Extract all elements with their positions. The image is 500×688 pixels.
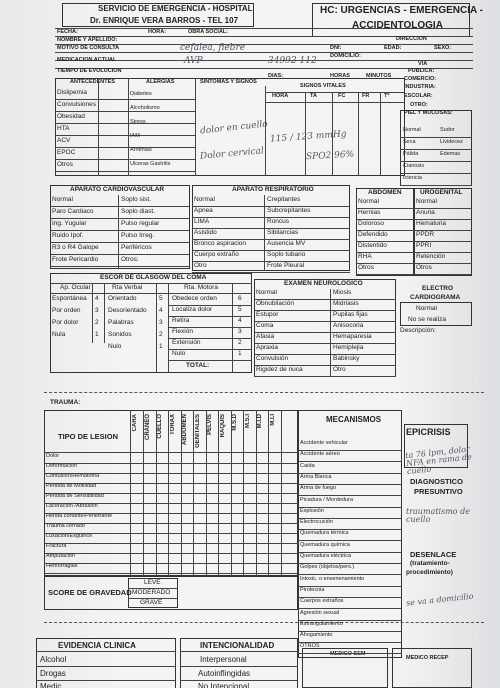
trauma-row: Dolor xyxy=(46,453,60,459)
piel-item: Seca xyxy=(403,139,416,145)
piel-item: Ictericia xyxy=(403,175,422,181)
rule-line xyxy=(168,360,252,361)
ecg-normal: Normal xyxy=(416,305,437,312)
mecanismo-item: Quemadura térmica xyxy=(300,530,349,537)
signos-vitales-title: SIGNOS VITALES xyxy=(300,83,346,89)
rule-line xyxy=(44,573,298,574)
rule-line xyxy=(55,171,195,172)
vital-col: HORA xyxy=(272,93,289,99)
glasgow-total: TOTAL: xyxy=(186,362,210,369)
resp-item: Ausencia MV xyxy=(267,240,306,247)
resp-title: APARATO RESPIRATORIO xyxy=(232,186,314,193)
glasgow-score: 4 xyxy=(159,307,163,314)
glasgow-score: 2 xyxy=(238,339,242,346)
abdomen-item: Otros xyxy=(358,264,374,271)
cardio-item: Ing. Yugular xyxy=(52,220,87,227)
hw-vitals-2: SPO2 96% xyxy=(305,149,355,163)
trauma-row: Fractura xyxy=(46,543,67,549)
urogenital-item: Normal xyxy=(416,198,437,205)
rule-line xyxy=(356,274,472,275)
trauma-col-head: ABDOMEN xyxy=(182,414,188,445)
cardio-item: Normal xyxy=(52,196,73,203)
intencional-no-intencional: No Intencional xyxy=(198,682,250,688)
dias-label: DIAS: xyxy=(268,73,283,79)
glasgow-score: 3 xyxy=(159,319,163,326)
trauma-row: Amputación xyxy=(46,553,76,559)
accidentologia-title: ACCIDENTOLOGIA xyxy=(352,20,443,31)
antecedentes-title: ANTECEDENTES xyxy=(70,79,115,85)
rule-line xyxy=(356,252,472,253)
hw-epicrisis: ta 76 lpm, dolor NFA en rama de cuello xyxy=(404,444,473,477)
otro-label: OTRO: xyxy=(410,102,428,108)
cardio-item: Periféricos xyxy=(121,244,152,251)
rule-line xyxy=(50,266,190,267)
tipo-lesion-title: TIPO DE LESION xyxy=(58,432,119,441)
glasgow-score: 3 xyxy=(238,328,242,335)
gravedad-title: SCORE DE GRAVEDAD xyxy=(48,588,132,597)
rule-line xyxy=(265,92,405,93)
rule-line xyxy=(44,452,298,453)
rule-line xyxy=(50,218,190,219)
glasgow-score: 4 xyxy=(238,317,242,324)
hora-label: HORA: xyxy=(148,29,167,35)
glasgow-ocular: Por dolor xyxy=(52,319,79,326)
glasgow-verbal: Desorientado xyxy=(108,307,147,314)
mecanismo-item: Electrocución xyxy=(300,519,334,526)
trauma-row: Deformacion xyxy=(46,463,78,469)
medico-recep-box xyxy=(392,648,472,688)
rule-line xyxy=(55,99,195,100)
trauma-col-head: CARA xyxy=(132,414,138,432)
mecanismo-item: Quemadura eléctrica xyxy=(300,553,352,559)
trauma-row: Luxación/Esguince xyxy=(46,533,93,539)
publica-label: PUBLICA: xyxy=(408,68,435,74)
glasgow-motora: Nulo xyxy=(172,350,186,357)
rule-line xyxy=(44,463,298,464)
neuro-item: Rigidez de nuca xyxy=(256,366,303,373)
sexo-label: SEXO: xyxy=(434,45,452,51)
glasgow-score: 1 xyxy=(95,331,99,338)
vital-col: FC xyxy=(338,93,346,99)
evidencia-title: EVIDENCIA CLINICA xyxy=(58,641,136,650)
antecedente-item: Obesidad xyxy=(57,113,85,120)
mecanismo-item: Ahogamiento xyxy=(300,632,333,639)
mecanismo-item: Estrangulamiento xyxy=(300,620,343,627)
hw-medicacion: AVP xyxy=(184,56,203,66)
gravedad-grave: GRAVE xyxy=(140,599,163,606)
rule-line xyxy=(50,254,190,255)
glasgow-title: ESCOR DE GLASGOW DEL COMA xyxy=(100,274,207,281)
comercio-label: COMERCIO: xyxy=(404,76,437,82)
glasgow-score: 1 xyxy=(238,350,242,357)
glasgow-motora: Extensión xyxy=(172,339,201,346)
via-label: VIA xyxy=(418,61,428,67)
trauma-col-head: CUELLO xyxy=(157,414,163,439)
resp-item: Bronco aspiracion xyxy=(194,240,247,247)
cardio-item: Soplo sist. xyxy=(121,196,151,203)
rule-line xyxy=(254,321,396,322)
cardio-title: APARATO CARDIOVASCULAR xyxy=(70,186,165,193)
alergia-item: IAM xyxy=(130,133,140,139)
rule-line xyxy=(44,543,298,544)
resp-item: Apnea xyxy=(194,207,213,214)
glasgow-score: 3 xyxy=(95,307,99,314)
rule-line xyxy=(50,293,252,294)
rule-line xyxy=(44,553,298,554)
glasgow-ocular: Espontánea xyxy=(52,295,87,302)
trauma-col-head: PELVIS xyxy=(207,414,213,435)
rule-line xyxy=(254,332,396,333)
glasgow-header: Rta Verbal xyxy=(112,284,143,291)
trauma-col-head: M.I.D xyxy=(257,414,263,429)
ecg-title-1: ELECTRO xyxy=(422,285,454,292)
hw-sintomas-1: dolor en cuello xyxy=(199,119,269,137)
resp-item: Frote Pleural xyxy=(267,262,305,269)
hw-vitals-1: 115 / 123 mmHg xyxy=(269,129,347,145)
intencional-interpersonal: Interpersonal xyxy=(200,655,247,664)
rule-line xyxy=(400,173,472,174)
urogenital-item: PPDR xyxy=(416,231,435,238)
nombre-label: NOMBRE Y APELLIDO: xyxy=(57,37,118,43)
rule-line xyxy=(192,272,350,273)
glasgow-header: Rta. Motora xyxy=(184,284,218,291)
rule-line xyxy=(254,376,396,377)
fecha-label: FECHA: xyxy=(57,29,78,35)
trauma-col-head: M.S.D xyxy=(232,414,238,431)
desenlace-title-1: DESENLACE xyxy=(410,550,457,559)
glasgow-ocular: Nula xyxy=(52,331,66,338)
neuro-title: EXAMEN NEUROLOGICO xyxy=(284,280,363,287)
hw-diagnostico: traumatismo de cuello xyxy=(406,507,470,524)
trauma-col-head: GENITALES xyxy=(194,414,201,448)
vital-col: FR xyxy=(362,93,370,99)
cardio-item: Pulso regular xyxy=(121,220,160,227)
neuro-item: Midriasis xyxy=(333,300,359,307)
alergia-item: Stress xyxy=(130,119,146,125)
domicilio-label: DOMICILIO: xyxy=(330,53,361,59)
resp-item: Roncus xyxy=(267,218,290,225)
hw-sintomas-2: Dolor cervical xyxy=(199,146,265,162)
neuro-item: Otro xyxy=(333,366,346,373)
alergias-title: ALERGIAS xyxy=(146,79,175,85)
evidencia-medic: Medic. xyxy=(40,682,64,688)
trauma-row: Hemorragias xyxy=(46,563,78,569)
resp-item: Cuerpo extraño xyxy=(194,251,239,258)
mecanismos-title: MECANISMOS xyxy=(326,415,382,424)
antecedente-item: Dislipemia xyxy=(57,89,87,96)
piel-title: PIEL Y MUCOSAS: xyxy=(404,110,453,116)
neuro-item: Estupor xyxy=(256,311,279,318)
neuro-item: Afasia xyxy=(256,333,275,340)
mecanismo-item: Pirotecnia xyxy=(300,586,325,593)
neuro-item: Obnubilación xyxy=(256,300,294,307)
service-title: SERVICIO DE EMERGENCIA - HOSPITAL xyxy=(98,4,253,13)
edad-label: EDAD: xyxy=(384,45,402,51)
abdomen-title: ABDOMEN xyxy=(368,189,402,196)
glasgow-motora: Localiza dolor xyxy=(172,306,213,313)
resp-item: Normal xyxy=(194,196,215,203)
alergia-item: Arritmias xyxy=(130,147,152,153)
desenlace-title-3: procedimiento) xyxy=(406,569,453,576)
intencional-autoinflingidas: Autoinflingidas xyxy=(198,669,251,678)
piel-item: Cianosis xyxy=(403,163,425,169)
sintomas-title: SINTOMAS Y SIGNOS xyxy=(200,79,257,85)
glasgow-score: 5 xyxy=(238,306,242,313)
glasgow-score: 2 xyxy=(95,319,99,326)
trauma-col-head: M.S.I xyxy=(244,414,251,429)
mecanismo-item: Caída xyxy=(300,462,315,469)
mecanismo-item: Arma Blanca xyxy=(300,473,332,480)
urogenital-item: PPRI xyxy=(416,242,432,249)
cardio-item: Soplo diast. xyxy=(121,208,155,215)
rule-line xyxy=(55,159,195,160)
intencional-title: INTENCIONALIDAD xyxy=(200,641,275,650)
minutos-label: MINUTOS xyxy=(366,73,392,79)
mecanismo-item: Cuerpos extraños xyxy=(300,598,344,605)
glasgow-verbal: Nulo xyxy=(108,343,122,350)
escolar-label: ESCOLAR: xyxy=(404,93,433,99)
piel-item: Edemas xyxy=(440,151,461,157)
mecanismo-item: Quemadura química xyxy=(300,541,350,548)
gravedad-leve: LEVE xyxy=(144,579,161,586)
resp-item: Sibilancias xyxy=(267,229,299,236)
trauma-row: Perdida de Motilidad xyxy=(46,483,97,489)
cardio-item: Otros: xyxy=(121,256,139,263)
resp-item: Subcrepitantes xyxy=(267,207,311,214)
antecedente-item: EPOC xyxy=(57,149,76,156)
vital-col: Tº xyxy=(384,93,390,99)
trauma-row: Herida cortante/Penetrante xyxy=(46,513,113,519)
trauma-row: Trauma cerrado xyxy=(46,523,85,529)
urogenital-item: Retención xyxy=(416,253,446,260)
glasgow-verbal: Palabras xyxy=(108,319,134,326)
mecanismo-item: OTROS xyxy=(300,643,320,650)
alergia-item: Alcoholismo xyxy=(130,105,160,111)
industria-label: INDUSTRIA: xyxy=(404,84,436,90)
rule-line xyxy=(50,206,190,207)
piel-item: Sudor xyxy=(440,127,455,133)
rule-line xyxy=(400,185,472,186)
mecanismo-item: Agresión sexual xyxy=(300,609,340,616)
neuro-item: Convulsión xyxy=(256,355,289,362)
hw-dni: 34992 112 xyxy=(268,56,317,66)
vital-col: TA xyxy=(310,93,317,99)
urogenital-item: Hematuria xyxy=(416,220,446,227)
dni-label: DNI: xyxy=(330,45,342,51)
trauma-col-head: M.I.I xyxy=(269,414,276,426)
abdomen-item: Hernias xyxy=(358,209,381,216)
mecanismo-item: Arma de fuego xyxy=(300,485,337,492)
abdomen-item: RHA xyxy=(358,253,372,260)
glasgow-motora: Retira xyxy=(172,317,190,324)
trauma-col-head: RAQUIS xyxy=(219,414,226,438)
mecanismo-item: Picadura / Mordedura xyxy=(300,496,353,503)
glasgow-ocular: Por orden xyxy=(52,307,81,314)
glasgow-score: 1 xyxy=(159,343,163,350)
antecedente-item: HTA xyxy=(57,125,70,132)
neuro-item: Apraxia xyxy=(256,344,279,351)
ecg-no-realiza: No se realiza xyxy=(408,316,446,323)
neuro-item: Anisocoria xyxy=(333,322,364,329)
resp-item: Soplo tubario xyxy=(267,251,306,258)
mecanismo-item: Explosión xyxy=(300,507,324,514)
abdomen-item: Defendido xyxy=(358,231,388,238)
horas-label: HORAS xyxy=(330,73,350,79)
medicacion-label: MEDICACION ACTUAL xyxy=(57,57,117,63)
rule-line xyxy=(400,137,472,138)
neuro-item: Babinsky xyxy=(333,355,360,362)
rule-line xyxy=(400,161,472,162)
piel-item: Normal xyxy=(403,127,421,133)
neuro-item: Normal xyxy=(256,289,277,296)
cardio-item: Frote Pericardio xyxy=(52,256,99,263)
glasgow-motora: Flexión xyxy=(172,328,193,335)
tiempo-label: TIEMPO DE EVOLUCION xyxy=(57,68,122,74)
obra-label: OBRA SOCIAL: xyxy=(188,29,229,35)
diagnostico-title-2: PRESUNTIVO xyxy=(414,487,463,496)
alergia-item: Ulceras Gastritis xyxy=(130,161,171,167)
neuro-item: Hemaparesia xyxy=(333,333,372,340)
rule-line xyxy=(50,230,190,231)
abdomen-item: Normal xyxy=(358,198,379,205)
mecanismo-item: Accidente aéreo xyxy=(300,451,340,458)
motivo-label: MOTIVO DE CONSULTA xyxy=(57,45,120,51)
urogenital-title: UROGENITAL xyxy=(420,189,463,196)
neuro-item: Coma xyxy=(256,322,274,329)
glasgow-score: 2 xyxy=(159,331,163,338)
medico-sem: MEDICO SEM xyxy=(330,651,366,657)
glasgow-score: 6 xyxy=(238,295,242,302)
trauma-label: TRAUMA: xyxy=(50,399,81,406)
cardio-item: Paro Cardiaco xyxy=(52,208,94,215)
diagnostico-title-1: DIAGNOSTICO xyxy=(410,477,463,486)
resp-item: Otro xyxy=(194,262,207,269)
glasgow-verbal: Orientado xyxy=(108,295,137,302)
glasgow-verbal: Sonidos xyxy=(108,331,132,338)
cardio-item: Pulso Irreg. xyxy=(121,232,155,239)
trauma-col-head: TORAX xyxy=(169,414,176,435)
urogenital-item: Otros xyxy=(416,264,432,271)
neuro-item: Hemiplejia xyxy=(333,344,364,351)
epicrisis-title: EPICRISIS xyxy=(406,427,451,437)
glasgow-header: Ap. Ocular xyxy=(60,284,91,291)
cardio-item: Ruido Ipof. xyxy=(52,232,84,239)
glasgow-score: 5 xyxy=(159,295,163,302)
hw-desenlace: se va a domicilio xyxy=(405,591,474,608)
cardio-item: R3 o R4 Galope xyxy=(52,244,99,251)
trauma-row: Laceración /Abrasión xyxy=(46,503,98,509)
direccion-label: DIRECCION xyxy=(396,36,427,42)
evidencia-drogas: Drogas xyxy=(40,669,66,678)
ecg-title-2: CARDIOGRAMA xyxy=(410,294,461,301)
glasgow-score: 4 xyxy=(95,295,99,302)
rule-line xyxy=(50,242,190,243)
mecanismo-item: Intoxic. o envenenamiento xyxy=(300,575,365,582)
ecg-descripcion: Descripción: xyxy=(400,327,436,334)
rule-line xyxy=(265,102,405,103)
resp-item: LIMA xyxy=(194,218,210,225)
rule-line xyxy=(298,653,402,654)
alergia-item: Diabetes xyxy=(130,91,152,97)
antecedente-item: Otros xyxy=(57,161,73,168)
neuro-item: Miosis xyxy=(333,289,352,296)
evidencia-alcohol: Alcohol xyxy=(40,655,67,664)
doctor-title: Dr. ENRIQUE VERA BARROS - TEL 107 xyxy=(90,16,239,25)
antecedente-item: ACV xyxy=(57,137,71,144)
piel-item: Pálida xyxy=(403,151,419,157)
mecanismo-item: Accidente vehicular xyxy=(300,440,348,446)
piel-item: Lividecez xyxy=(440,139,463,145)
antecedente-item: Convulsiones xyxy=(57,101,97,108)
glasgow-motora: Obedece orden xyxy=(172,295,217,302)
rule-line xyxy=(50,283,252,284)
abdomen-item: Distentido xyxy=(358,242,387,249)
medico-recep: MEDICO RECEP xyxy=(406,655,449,661)
gravedad-moderado: MODERADO xyxy=(132,589,171,596)
trauma-col-head: CRÁNEO xyxy=(144,414,151,441)
trauma-row: Contusión/Hematoma xyxy=(46,473,100,479)
urogenital-item: Anuria xyxy=(416,209,435,216)
hw-motivo: cefalea, fiebre xyxy=(180,43,246,53)
abdomen-item: Doloroso xyxy=(358,220,385,227)
mecanismo-item: Golpes (objetos/pers.) xyxy=(300,564,355,571)
neuro-item: Pupilas fijas xyxy=(333,311,368,318)
resp-item: Asistido xyxy=(194,229,217,236)
trauma-row: Perdida de Sensibilidad xyxy=(46,493,104,499)
resp-item: Crepitantes xyxy=(267,196,301,203)
desenlace-title-2: (tratamiento- xyxy=(410,560,450,567)
rule-line xyxy=(44,563,298,564)
hc-title: HC: URGENCIAS - EMERGENCIA - xyxy=(320,5,483,16)
rule-line xyxy=(400,149,472,150)
